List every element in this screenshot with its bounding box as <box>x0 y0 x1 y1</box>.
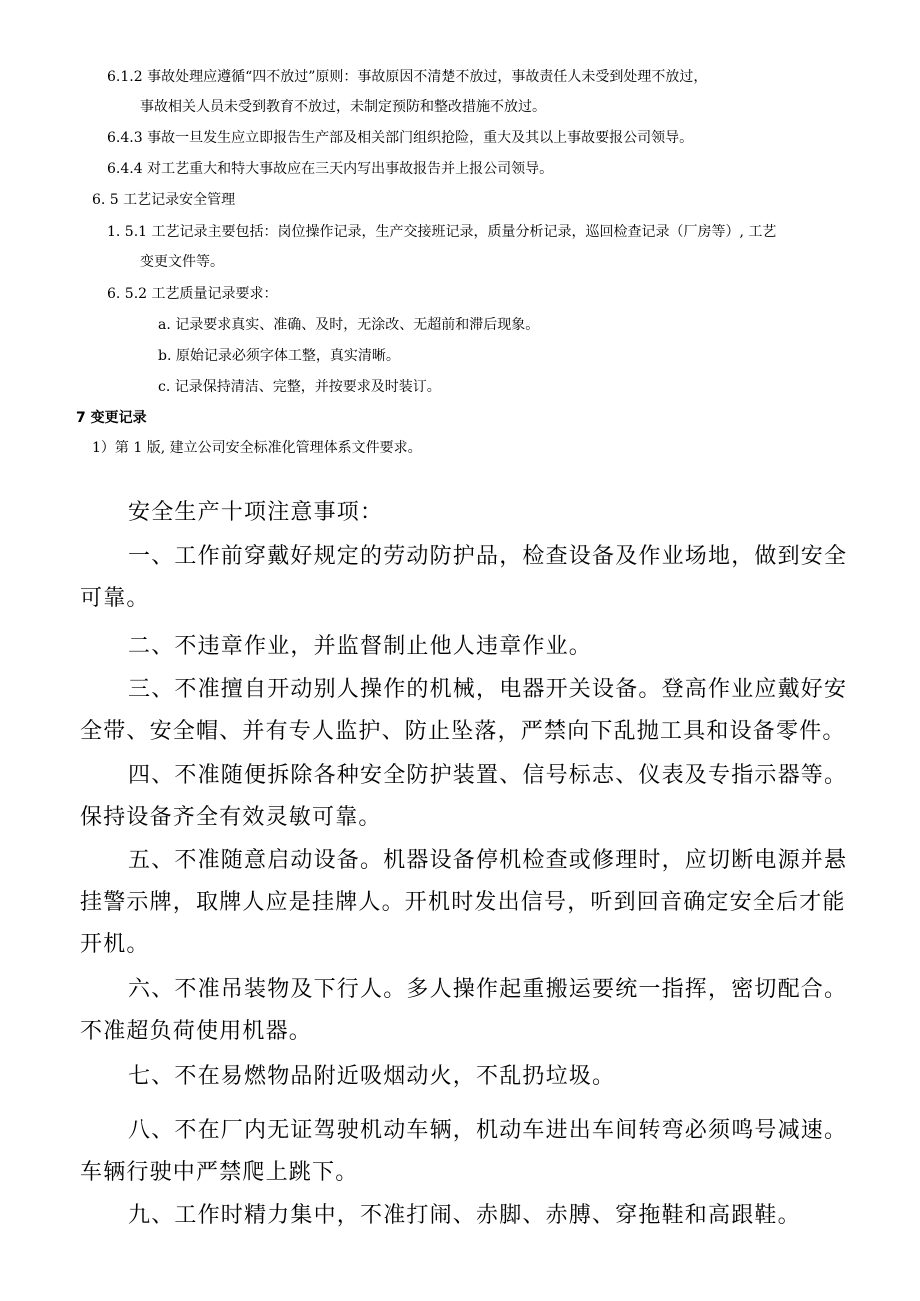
clause-6-5-1: 1. 5.1 工艺记录主要包括：岗位操作记录，生产交接班记录，质量分析记录，巡回检查记录（厂房等）, 工艺 <box>107 224 777 240</box>
safety-rule-5: 五、不准随意启动设备。机器设备停机检查或修理时，应切断电源并悬挂警示牌，取牌人应是挂牌人。开机时发出信号，听到回音确定安全后才能开机。 <box>80 848 848 957</box>
list-item: b. 原始记录必须字体工整，真实清晰。 <box>158 348 400 364</box>
clause-6-1-2: 6.1.2 事故处理应遵循“四不放过”原则：事故原因不清楚不放过，事故责任人未受到处理不放过， <box>107 69 708 85</box>
safety-rule-6: 六、不准吊装物及下行人。多人操作起重搬运要统一指挥，密切配合。不准超负荷使用机器。 <box>80 977 848 1044</box>
safety-rule-8: 八、不在厂内无证驾驶机动车辆，机动车进出车间转弯必须鸣号减速。车辆行驶中严禁爬上跳下。 <box>80 1118 848 1185</box>
list-item: c. 记录保持清洁、完整，并按要求及时装订。 <box>158 379 441 395</box>
list-item: a. 记录要求真实、准确、及时，无涂改、无超前和滞后现象。 <box>158 317 540 333</box>
clause-6-4-4: 6.4.4 对工艺重大和特大事故应在三天内写出事故报告并上报公司领导。 <box>107 161 554 177</box>
safety-rule-2: 二、不违章作业，并监督制止他人违章作业。 <box>128 634 593 659</box>
safety-rule-7: 七、不在易燃物品附近吸烟动火，不乱扔垃圾。 <box>128 1064 616 1089</box>
clause-6-5-1-continued: 变更文件等。 <box>140 254 224 270</box>
clause-6-4-3: 6.4.3 事故一旦发生应立即报告生产部及相关部门组织抢险，重大及其以上事故要报公司领导。 <box>107 130 694 146</box>
safety-rule-3: 三、不准擅自开动别人操作的机械，电器开关设备。登高作业应戴好安全带、安全帽、并有专人监护、防止坠落，严禁向下乱抛工具和设备零件。 <box>80 677 848 744</box>
safety-rule-9: 九、工作时精力集中，不准打闹、赤脚、赤膊、穿拖鞋和高跟鞋。 <box>128 1203 801 1228</box>
section-7-title: 7 变更记录 <box>76 410 147 426</box>
change-record-item: 1）第 1 版, 建立公司安全标准化管理体系文件要求。 <box>92 440 422 456</box>
notice-title: 安全生产十项注意事项： <box>128 500 384 525</box>
clause-6-5-heading: 6. 5 工艺记录安全管理 <box>92 192 236 208</box>
clause-6-5-2: 6. 5.2 工艺质量记录要求： <box>107 286 278 302</box>
safety-rule-1: 一、工作前穿戴好规定的劳动防护品，检查设备及作业场地，做到安全可靠。 <box>80 544 848 611</box>
clause-6-1-2-continued: 事故相关人员未受到教育不放过，未制定预防和整改措施不放过。 <box>140 99 546 115</box>
safety-rule-4: 四、不准随便拆除各种安全防护装置、信号标志、仪表及专指示器等。保持设备齐全有效灵敏可靠。 <box>80 763 848 830</box>
